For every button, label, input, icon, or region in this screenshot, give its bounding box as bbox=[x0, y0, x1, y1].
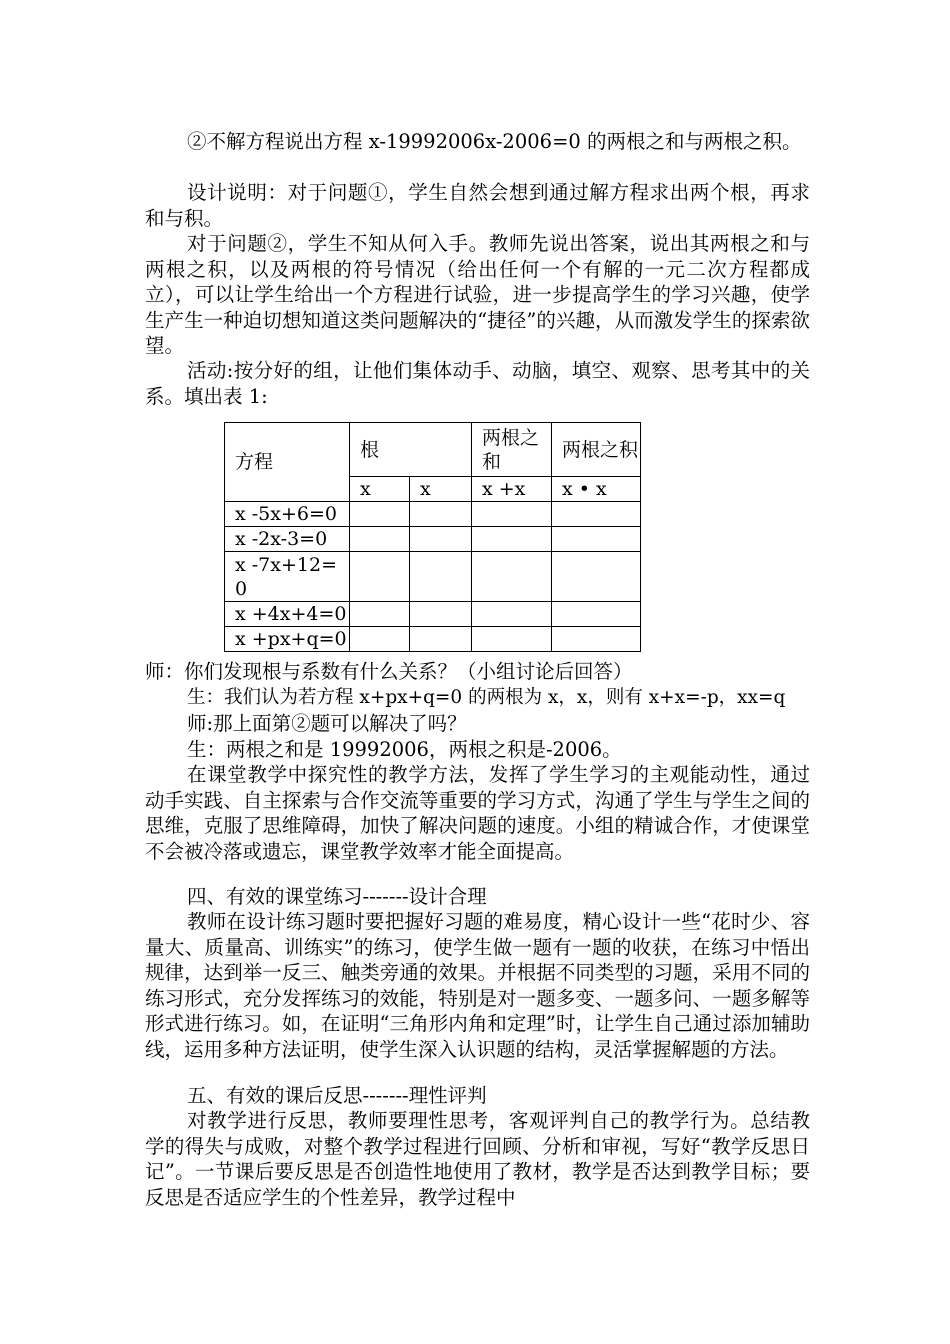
header-x1: x bbox=[350, 477, 410, 502]
paragraph-inquiry: 在课堂教学中探究性的教学方法，发挥了学生学习的主观能动性，通过动手实践、自主探索与合作交流等重要的学习方式，沟通了学生与学生之间的思维，克服了思维障碍，加快了解决问题的速度。小组的精诚合作，才使课堂不会被冷落或遗忘，课堂教学效率才能全面提高。 bbox=[145, 763, 810, 863]
empty-cell bbox=[552, 502, 641, 527]
equation-cell: x +px+q=0 bbox=[225, 627, 350, 652]
paragraph-design-note: 设计说明：对于问题①，学生自然会想到通过解方程求出两个根，再求和与积。 bbox=[145, 181, 810, 230]
empty-cell bbox=[472, 527, 552, 552]
empty-cell bbox=[472, 602, 552, 627]
paragraph-question-2-explain: 对于问题②，学生不知从何入手。教师先说出答案，说出其两根之和与两根之积，以及两根的符号情况（给出任何一个有解的一元二次方程都成立），可以让学生给出一个方程进行试验，进一步提高学生的学习兴趣，使学生产生一种迫切想知道这类问题解决的“捷径”的兴趣，从而激发学生的探索欲望。 bbox=[145, 232, 810, 358]
empty-cell bbox=[350, 502, 410, 527]
empty-cell bbox=[410, 527, 472, 552]
empty-cell bbox=[410, 627, 472, 652]
empty-cell bbox=[350, 527, 410, 552]
teacher-question-2: 师:那上面第②题可以解决了吗？ bbox=[187, 712, 467, 735]
table-row bbox=[225, 527, 641, 552]
teacher-question: 师：你们发现根与系数有什么关系？（小组讨论后回答） bbox=[145, 660, 633, 683]
paragraph-activity: 活动:按分好的组，让他们集体动手、动脑，填空、观察、思考其中的关系。填出表 1: bbox=[145, 359, 810, 408]
empty-cell bbox=[472, 502, 552, 527]
empty-cell bbox=[552, 552, 641, 602]
empty-cell bbox=[350, 552, 410, 602]
equation-cell: x -2x-3=0 bbox=[225, 527, 350, 552]
student-answer-2: 生：两根之和是 19992006，两根之积是-2006。 bbox=[187, 738, 622, 761]
empty-cell bbox=[472, 552, 552, 602]
empty-cell bbox=[552, 602, 641, 627]
empty-cell bbox=[410, 602, 472, 627]
empty-cell bbox=[350, 602, 410, 627]
table-row bbox=[225, 627, 641, 652]
empty-cell bbox=[410, 502, 472, 527]
roots-coefficients-table bbox=[224, 422, 641, 652]
header-product: 两根之积 bbox=[552, 423, 641, 477]
equation-cell: x +4x+4=0 bbox=[225, 602, 350, 627]
header-product-expr: x • x bbox=[552, 477, 641, 502]
empty-cell bbox=[552, 527, 641, 552]
empty-cell bbox=[552, 627, 641, 652]
student-answer: 生：我们认为若方程 x+px+q=0 的两根为 x，x，则有 x+x=-p，xx=q bbox=[187, 687, 786, 708]
paragraph-section-5: 对教学进行反思，教师要理性思考，客观评判自己的教学行为。总结教学的得失与成败，对整个教学过程进行回顾、分析和审视，写好“教学反思日记”。一节课后要反思是否创造性地使用了教材，教学是否达到教学目标；要反思是否适应学生的个性差异，教学过程中 bbox=[145, 1109, 810, 1209]
header-x2: x bbox=[410, 477, 472, 502]
empty-cell bbox=[350, 627, 410, 652]
equation-cell: x -5x+6=0 bbox=[225, 502, 350, 527]
paragraph-question-2: ②不解方程说出方程 x-19992006x-2006=0 的两根之和与两根之积。 bbox=[187, 130, 802, 153]
table-row bbox=[225, 502, 641, 527]
header-sum-expr: x +x bbox=[472, 477, 552, 502]
paragraph-section-4: 教师在设计练习题时要把握好习题的难易度，精心设计一些“花时少、容量大、质量高、训练实”的练习，使学生做一题有一题的收获，在练习中悟出规律，达到举一反三、触类旁通的效果。并根据不同类型的习题，采用不同的练习形式，充分发挥练习的效能，特别是对一题多变、一题多问、一题多解等形式进行练习。如，在证明“三角形内角和定理”时，让学生自己通过添加辅助线，运用多种方法证明，使学生深入认识题的结构，灵活掌握解题的方法。 bbox=[145, 910, 810, 1061]
empty-cell bbox=[472, 627, 552, 652]
section-5-title: 五、有效的课后反思-------理性评判 bbox=[187, 1084, 487, 1107]
header-roots: 根 bbox=[350, 423, 472, 477]
empty-cell bbox=[410, 552, 472, 602]
section-4-title: 四、有效的课堂练习-------设计合理 bbox=[187, 885, 487, 908]
table-row bbox=[225, 602, 641, 627]
header-equation: 方程 bbox=[225, 423, 350, 502]
header-sum: 两根之和 bbox=[472, 423, 552, 477]
equation-cell: x -7x+12=0 bbox=[225, 552, 350, 602]
table-row bbox=[225, 552, 641, 602]
